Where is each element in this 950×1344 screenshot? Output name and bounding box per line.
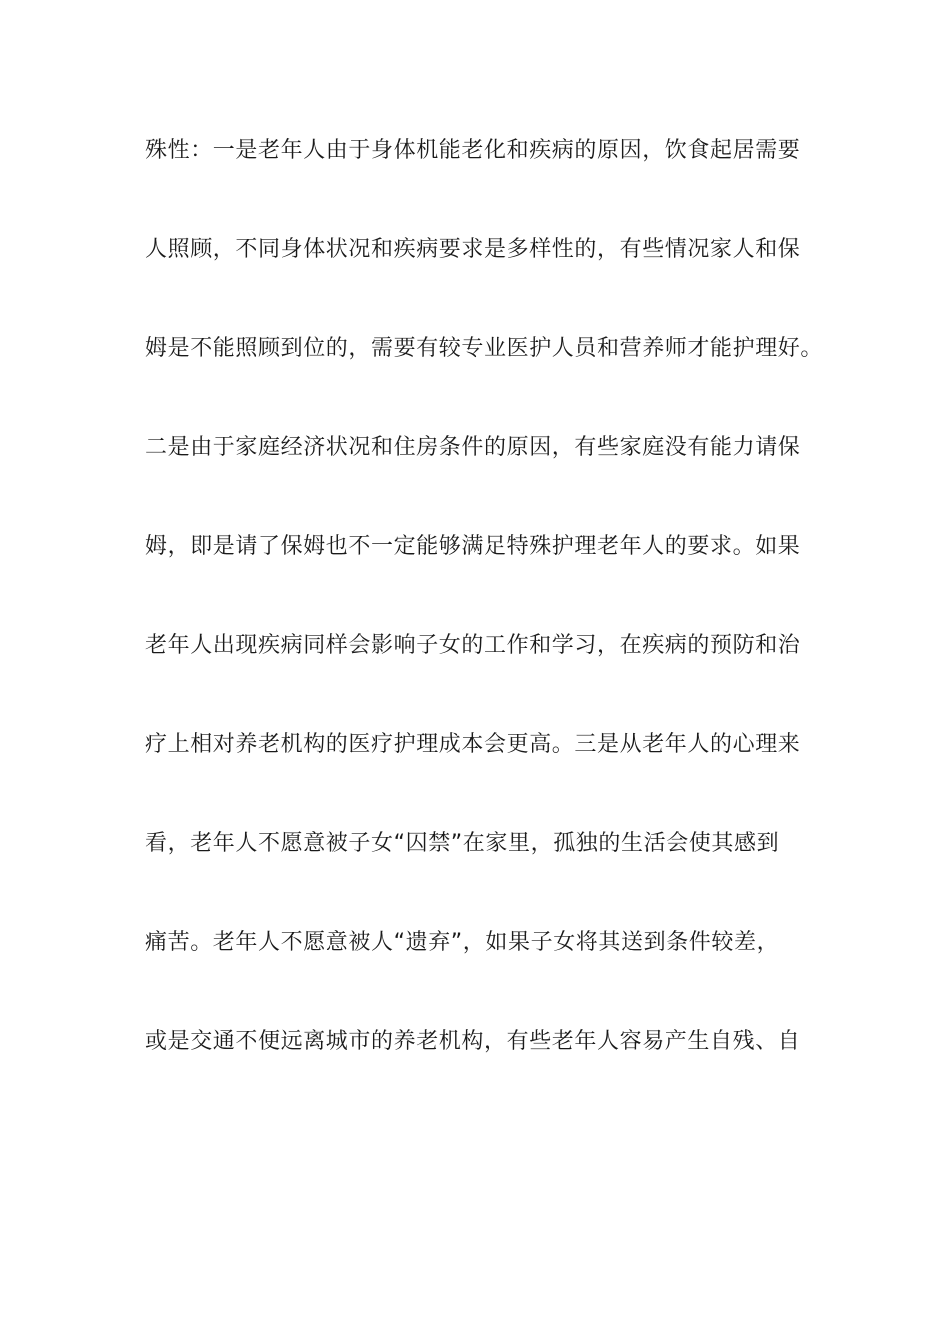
text-line: 痛苦。老年人不愿意被人“遗弃”，如果子女将其送到条件较差， — [145, 930, 780, 955]
text-line: 或是交通不便远离城市的养老机构，有些老年人容易产生自残、自 — [145, 1029, 801, 1054]
text-line: 二是由于家庭经济状况和住房条件的原因，有些家庭没有能力请保 — [145, 435, 801, 460]
text-line: 殊性：一是老年人由于身体机能老化和疾病的原因，饮食起居需要 — [145, 138, 801, 163]
text-line: 人照顾，不同身体状况和疾病要求是多样性的，有些情况家人和保 — [145, 237, 801, 262]
text-line: 疗上相对养老机构的医疗护理成本会更高。三是从老年人的心理来 — [145, 732, 801, 757]
body-text — [145, 128, 825, 1118]
text-line: 老年人出现疾病同样会影响子女的工作和学习，在疾病的预防和治 — [145, 633, 801, 658]
text-line: 姆，即是请了保姆也不一定能够满足特殊护理老年人的要求。如果 — [145, 534, 801, 559]
text-line: 看，老年人不愿意被子女“囚禁”在家里，孤独的生活会使其感到 — [145, 831, 780, 856]
text-line: 姆是不能照顾到位的，需要有较专业医护人员和营养师才能护理好。 — [145, 336, 824, 361]
